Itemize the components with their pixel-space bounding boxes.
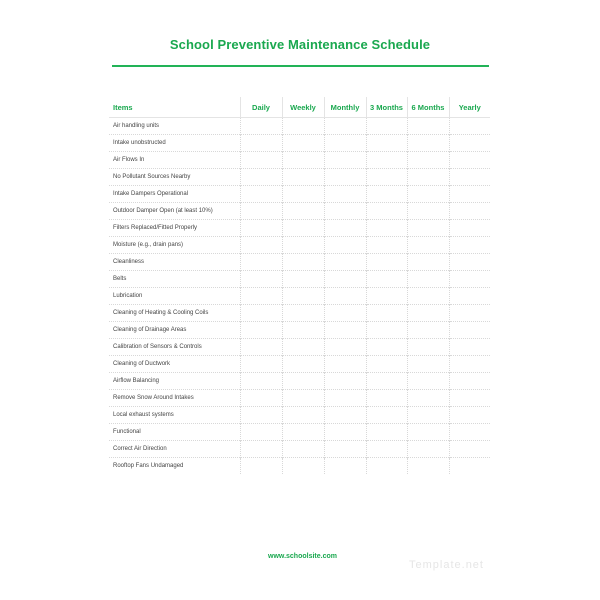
schedule-cell[interactable] <box>407 288 449 305</box>
schedule-cell[interactable] <box>407 118 449 135</box>
schedule-cell[interactable] <box>407 390 449 407</box>
schedule-cell[interactable] <box>449 390 490 407</box>
item-label: Lubrication <box>109 288 240 305</box>
table-row <box>109 135 490 152</box>
maintenance-schedule-table <box>109 97 490 474</box>
item-label: Airflow Balancing <box>109 373 240 390</box>
schedule-cell[interactable] <box>240 152 282 169</box>
schedule-cell[interactable] <box>366 237 407 254</box>
schedule-cell[interactable] <box>324 254 366 271</box>
table-row <box>109 203 490 220</box>
item-label: Correct Air Direction <box>109 441 240 458</box>
table-row <box>109 356 490 373</box>
schedule-cell[interactable] <box>240 424 282 441</box>
schedule-cell[interactable] <box>407 441 449 458</box>
schedule-cell[interactable] <box>282 254 324 271</box>
schedule-cell[interactable] <box>240 373 282 390</box>
schedule-cell[interactable] <box>240 288 282 305</box>
schedule-cell[interactable] <box>449 118 490 135</box>
schedule-cell[interactable] <box>282 118 324 135</box>
table-row <box>109 458 490 475</box>
schedule-cell[interactable] <box>407 135 449 152</box>
schedule-cell[interactable] <box>449 152 490 169</box>
schedule-cell[interactable] <box>282 169 324 186</box>
schedule-cell[interactable] <box>407 169 449 186</box>
table-row <box>109 186 490 203</box>
schedule-cell[interactable] <box>366 424 407 441</box>
schedule-cell[interactable] <box>407 458 449 475</box>
schedule-cell[interactable] <box>240 271 282 288</box>
schedule-cell[interactable] <box>366 339 407 356</box>
schedule-cell[interactable] <box>449 441 490 458</box>
schedule-cell[interactable] <box>449 203 490 220</box>
schedule-cell[interactable] <box>240 441 282 458</box>
schedule-cell[interactable] <box>407 254 449 271</box>
schedule-cell[interactable] <box>449 305 490 322</box>
schedule-cell[interactable] <box>282 356 324 373</box>
schedule-cell[interactable] <box>449 254 490 271</box>
table-row <box>109 254 490 271</box>
schedule-cell[interactable] <box>449 288 490 305</box>
schedule-cell[interactable] <box>240 254 282 271</box>
schedule-cell[interactable] <box>449 356 490 373</box>
schedule-cell[interactable] <box>324 458 366 475</box>
table-row <box>109 407 490 424</box>
schedule-cell[interactable] <box>449 271 490 288</box>
schedule-cell[interactable] <box>449 220 490 237</box>
schedule-cell[interactable] <box>407 339 449 356</box>
schedule-cell[interactable] <box>366 135 407 152</box>
schedule-cell[interactable] <box>366 288 407 305</box>
schedule-cell[interactable] <box>282 458 324 475</box>
column-header-daily: Daily <box>240 97 282 118</box>
schedule-cell[interactable] <box>324 339 366 356</box>
table-row <box>109 152 490 169</box>
schedule-cell[interactable] <box>324 152 366 169</box>
schedule-cell[interactable] <box>407 203 449 220</box>
schedule-cell[interactable] <box>324 203 366 220</box>
schedule-cell[interactable] <box>240 203 282 220</box>
schedule-cell[interactable] <box>366 118 407 135</box>
schedule-cell[interactable] <box>324 220 366 237</box>
schedule-cell[interactable] <box>240 322 282 339</box>
schedule-cell[interactable] <box>449 169 490 186</box>
item-label: Outdoor Damper Open (at least 10%) <box>109 203 240 220</box>
schedule-cell[interactable] <box>282 203 324 220</box>
item-label: Rooftop Fans Undamaged <box>109 458 240 475</box>
schedule-cell[interactable] <box>282 186 324 203</box>
schedule-cell[interactable] <box>240 407 282 424</box>
table-row <box>109 322 490 339</box>
title-divider <box>112 65 489 67</box>
schedule-cell[interactable] <box>282 407 324 424</box>
schedule-cell[interactable] <box>366 373 407 390</box>
column-header-3-months: 3 Months <box>366 97 407 118</box>
schedule-cell[interactable] <box>366 220 407 237</box>
schedule-cell[interactable] <box>407 220 449 237</box>
schedule-cell[interactable] <box>240 135 282 152</box>
item-label: Cleaning of Drainage Areas <box>109 322 240 339</box>
schedule-cell[interactable] <box>282 322 324 339</box>
item-label: Air Flows In <box>109 152 240 169</box>
schedule-cell[interactable] <box>240 118 282 135</box>
table-row <box>109 441 490 458</box>
schedule-cell[interactable] <box>324 169 366 186</box>
schedule-cell[interactable] <box>366 322 407 339</box>
item-label: Functional <box>109 424 240 441</box>
item-label: Remove Snow Around Intakes <box>109 390 240 407</box>
schedule-cell[interactable] <box>407 373 449 390</box>
schedule-cell[interactable] <box>366 390 407 407</box>
schedule-cell[interactable] <box>449 186 490 203</box>
schedule-cell[interactable] <box>324 424 366 441</box>
schedule-cell[interactable] <box>449 135 490 152</box>
table-row <box>109 220 490 237</box>
column-header-monthly: Monthly <box>324 97 366 118</box>
table-row <box>109 169 490 186</box>
table-row <box>109 339 490 356</box>
schedule-cell[interactable] <box>282 288 324 305</box>
schedule-cell[interactable] <box>449 458 490 475</box>
schedule-cell[interactable] <box>240 356 282 373</box>
schedule-cell[interactable] <box>282 373 324 390</box>
schedule-cell[interactable] <box>282 305 324 322</box>
schedule-cell[interactable] <box>407 237 449 254</box>
schedule-cell[interactable] <box>324 441 366 458</box>
schedule-cell[interactable] <box>240 237 282 254</box>
table-row <box>109 288 490 305</box>
schedule-cell[interactable] <box>366 203 407 220</box>
schedule-cell[interactable] <box>324 237 366 254</box>
table-row <box>109 271 490 288</box>
schedule-cell[interactable] <box>324 390 366 407</box>
table-row <box>109 118 490 135</box>
item-label: No Pollutant Sources Nearby <box>109 169 240 186</box>
schedule-cell[interactable] <box>282 424 324 441</box>
schedule-cell[interactable] <box>366 407 407 424</box>
schedule-cell[interactable] <box>324 373 366 390</box>
item-label: Cleanliness <box>109 254 240 271</box>
schedule-cell[interactable] <box>407 186 449 203</box>
schedule-cell[interactable] <box>282 237 324 254</box>
schedule-cell[interactable] <box>366 441 407 458</box>
table-row <box>109 305 490 322</box>
schedule-cell[interactable] <box>240 339 282 356</box>
schedule-cell[interactable] <box>282 390 324 407</box>
schedule-cell[interactable] <box>407 424 449 441</box>
schedule-cell[interactable] <box>366 152 407 169</box>
item-label: Local exhaust systems <box>109 407 240 424</box>
schedule-cell[interactable] <box>282 135 324 152</box>
table-row <box>109 424 490 441</box>
column-header-6-months: 6 Months <box>407 97 449 118</box>
item-label: Belts <box>109 271 240 288</box>
schedule-cell[interactable] <box>324 288 366 305</box>
column-header-yearly: Yearly <box>449 97 490 118</box>
schedule-cell[interactable] <box>324 322 366 339</box>
footer-website: www.schoolsite.com <box>268 553 337 560</box>
schedule-cell[interactable] <box>366 305 407 322</box>
schedule-cell[interactable] <box>324 271 366 288</box>
schedule-cell[interactable] <box>407 152 449 169</box>
item-label: Cleaning of Heating & Cooling Coils <box>109 305 240 322</box>
schedule-cell[interactable] <box>449 322 490 339</box>
schedule-cell[interactable] <box>449 407 490 424</box>
table-row <box>109 390 490 407</box>
schedule-cell[interactable] <box>324 135 366 152</box>
schedule-cell[interactable] <box>366 458 407 475</box>
schedule-cell[interactable] <box>282 152 324 169</box>
item-label: Moisture (e.g., drain pans) <box>109 237 240 254</box>
schedule-cell[interactable] <box>240 390 282 407</box>
item-label: Cleaning of Ductwork <box>109 356 240 373</box>
item-label: Calibration of Sensors & Controls <box>109 339 240 356</box>
schedule-cell[interactable] <box>324 305 366 322</box>
item-label: Filters Replaced/Fitted Properly <box>109 220 240 237</box>
schedule-cell[interactable] <box>324 186 366 203</box>
document-title: School Preventive Maintenance Schedule <box>169 37 431 52</box>
schedule-cell[interactable] <box>407 356 449 373</box>
schedule-cell[interactable] <box>449 373 490 390</box>
schedule-cell[interactable] <box>240 186 282 203</box>
schedule-cell[interactable] <box>449 424 490 441</box>
table-header-row <box>109 97 490 118</box>
schedule-cell[interactable] <box>366 186 407 203</box>
item-label: Intake Dampers Operational <box>109 186 240 203</box>
schedule-cell[interactable] <box>240 458 282 475</box>
schedule-cell[interactable] <box>366 356 407 373</box>
schedule-cell[interactable] <box>240 220 282 237</box>
table-row <box>109 237 490 254</box>
schedule-cell[interactable] <box>407 305 449 322</box>
schedule-cell[interactable] <box>366 254 407 271</box>
item-label: Intake unobstructed <box>109 135 240 152</box>
watermark: Template.net <box>409 559 484 571</box>
schedule-cell[interactable] <box>366 271 407 288</box>
column-header-weekly: Weekly <box>282 97 324 118</box>
schedule-cell[interactable] <box>282 339 324 356</box>
schedule-cell[interactable] <box>449 339 490 356</box>
schedule-cell[interactable] <box>324 118 366 135</box>
table-row <box>109 373 490 390</box>
schedule-cell[interactable] <box>407 407 449 424</box>
schedule-cell[interactable] <box>240 169 282 186</box>
schedule-cell[interactable] <box>324 356 366 373</box>
schedule-cell[interactable] <box>324 407 366 424</box>
item-label: Air handling units <box>109 118 240 135</box>
schedule-cell[interactable] <box>449 237 490 254</box>
schedule-cell[interactable] <box>407 322 449 339</box>
schedule-cell[interactable] <box>407 271 449 288</box>
column-header-items: Items <box>109 97 240 118</box>
schedule-cell[interactable] <box>282 441 324 458</box>
schedule-cell[interactable] <box>240 305 282 322</box>
schedule-cell[interactable] <box>282 220 324 237</box>
schedule-cell[interactable] <box>282 271 324 288</box>
schedule-cell[interactable] <box>366 169 407 186</box>
